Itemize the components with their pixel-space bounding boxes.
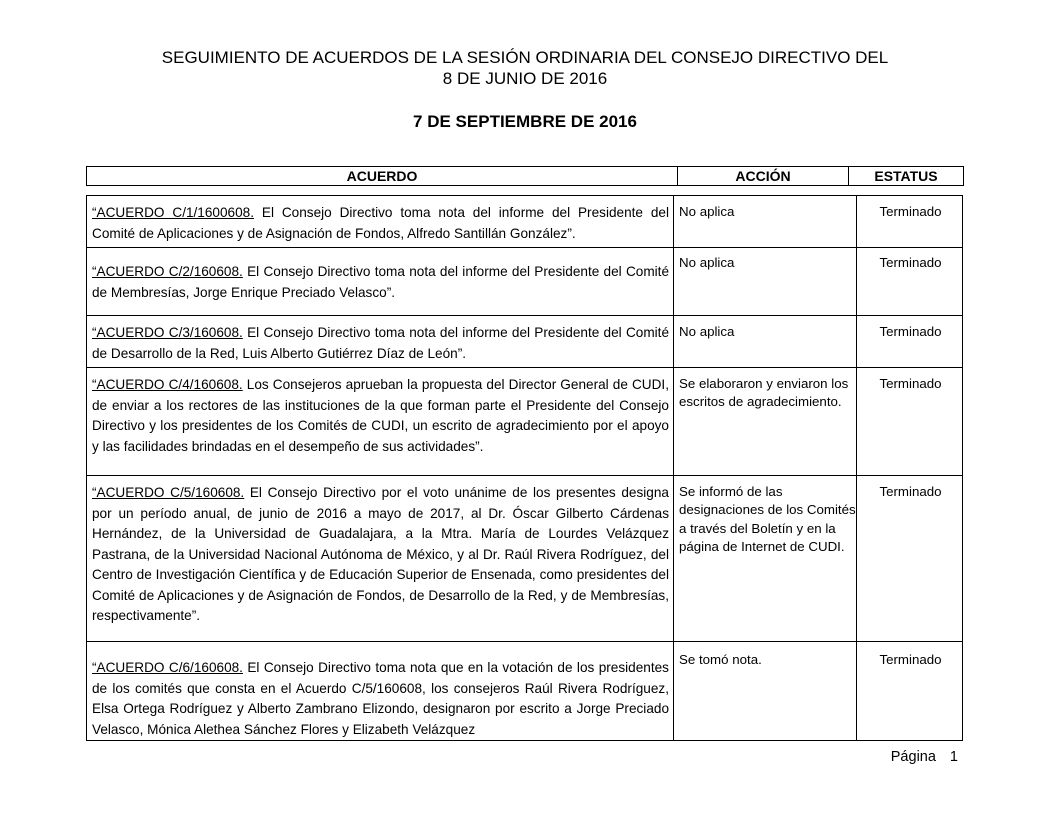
document-title [0,47,1050,89]
acuerdo-reference: “ACUERDO C/5/160608. [92,485,245,500]
acuerdo-reference: “ACUERDO C/1/1600608. [92,205,255,220]
page-footer [891,749,958,765]
acuerdo-reference: “ACUERDO C/3/160608. [92,325,243,340]
estatus-cell: Terminado [879,484,942,499]
document-date: 7 DE SEPTIEMBRE DE 2016 [413,112,637,131]
page-label: Página [890,749,936,765]
accion-cell: No aplica [679,324,735,339]
accion-cell: Se informó de las designaciones de los Comités a través del Boletín y en la página de Internet de CUDI. [679,484,856,554]
header-estatus: ESTATUS [874,168,938,184]
acuerdo-reference: “ACUERDO C/4/160608. [92,377,243,392]
acuerdo-text: El Consejo Directivo toma nota del informe del Presidente del Comité de Desarrollo de la Red, Luis Alberto Gutiérrez Díaz de León”. [92,325,669,361]
acuerdo-text: El Consejo Directivo toma nota que en la votación de los presidentes de los comités que consta en el Acuerdo C/5/160608, los consejeros Raúl Rivera Rodríguez, Elsa Ortega Rodríguez y Alberto Zambrano Elizondo, designaron por escrito a Jorge Preciado Velasco, Mónica Alethea Sánchez Flores y Elizabeth Velázquez [92,660,669,737]
estatus-cell: Terminado [879,376,942,391]
estatus-cell: Terminado [879,324,942,339]
acuerdo-text: El Consejo Directivo toma nota del informe del Presidente del Comité de Aplicaciones y de Asignación de Fondos, Alfredo Santillán González”. [92,205,669,241]
table-row [87,196,962,248]
estatus-cell: Terminado [879,204,942,219]
header-acuerdo: ACUERDO [346,168,418,184]
accion-cell: No aplica [679,204,735,219]
estatus-cell: Terminado [879,255,942,270]
page-number: 1 [949,749,958,765]
accion-cell: Se elaboraron y enviaron los escritos de agradecimiento. [679,376,849,410]
acuerdo-reference: “ACUERDO C/2/160608. [92,264,243,279]
table-row [87,368,962,476]
acuerdo-cell [92,323,669,364]
acuerdo-reference: “ACUERDO C/6/160608. [92,660,243,675]
table-row [87,248,962,316]
acuerdo-text: El Consejo Directivo toma nota del informe del Presidente del Comité de Membresías, Jorge Enrique Preciado Velasco”. [92,264,669,300]
table-header [86,166,964,186]
table-row [87,642,962,740]
acuerdo-cell [92,203,669,244]
title-line-2: 8 DE JUNIO DE 2016 [442,69,608,88]
acuerdo-cell [92,375,669,457]
title-line-1: SEGUIMIENTO DE ACUERDOS DE LA SESIÓN ORDINARIA DEL CONSEJO DIRECTIVO DEL [161,48,889,67]
acuerdo-cell [92,483,669,627]
accion-cell: No aplica [679,255,735,270]
acuerdo-text: Los Consejeros aprueban la propuesta del Director General de CUDI, de enviar a los rectores de las instituciones de la que forman parte el Presidente del Consejo Directivo y los presidentes de los Comités de CUDI, un escrito de agradecimiento por el apoyo y las facilidades brindadas en el desempeño de sus actividades”. [92,377,669,454]
table-row [87,316,962,368]
accion-cell: Se tomó nota. [679,652,762,667]
header-accion: ACCIÓN [735,168,791,184]
table-row [87,476,962,642]
estatus-cell: Terminado [879,652,942,667]
acuerdo-text: El Consejo Directivo por el voto unánime de los presentes designa por un período anual, de junio de 2016 a mayo de 2017, al Dr. Óscar Gilberto Cárdenas Hernández, de la Universidad de Guadalajara, a la Mtra. María de Lourdes Velázquez Pastrana, de la Universidad Nacional Autónoma de México, y al Dr. Raúl Rivera Rodríguez, del Centro de Investigación Científica y de Educación Superior de Ensenada, como presidentes del Comité de Aplicaciones y de Asignación de Fondos, de Desarrollo de la Red, y de Membresías, respectivamente”. [92,485,669,623]
acuerdo-cell [92,262,669,303]
agreements-table [86,195,963,741]
acuerdo-cell [92,658,669,740]
